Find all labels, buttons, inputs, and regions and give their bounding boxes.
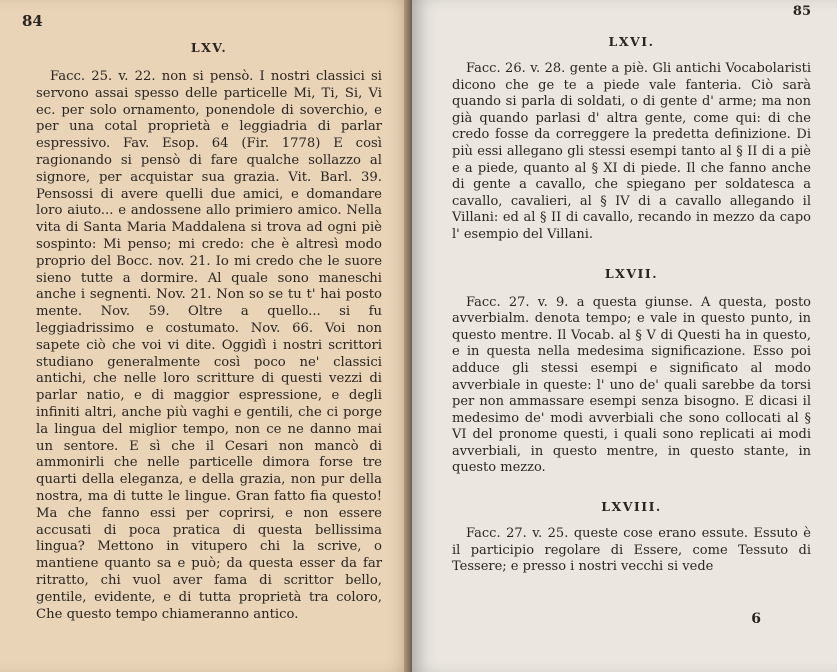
section-heading-lxvii: LXVII. (604, 265, 659, 281)
right-page (412, 0, 837, 672)
section-text-lxvii: Facc. 27. v. 9. a questa giunse. A questa, posto avverbialm. denota tempo; e vale in questo punto, in questo mentre. Il Vocab. al § V di Questi ha in questo, e in questa nella medesima significazione. Esso poi adduce gli stessi esempi e significato al modo avverbiale in queste: l' uno de' quali sarebbe da torsi per non ammassare esempi senza bisogno. E dicasi il medesimo de' modi avverbiali che sono collocati al § VI del pronome questi, i quali sono replicati ai modi avverbiali, in questo mentre, in questo stante, in questo mezzo. (452, 294, 811, 476)
section-heading-lxviii: LXVIII. (601, 499, 662, 515)
section-heading-lxv: LXV. (190, 40, 228, 55)
page-number-right: 85 (792, 4, 811, 19)
section-text-lxvi: Facc. 26. v. 28. gente a piè. Gli antichi Vocabolaristi dicono che ge te a piede vale fanteria. Ciò sarà quando si parla di soldati, o di gente d' arme; ma non già quando parlasi d' altra gente, come qui: di che credo fosse da correggere la predetta definizione. Di più essi allegano gli stessi esempi tanto al § II di a piè e a piede, quanto al § XI di piede. Il che fanno anche di gente a cavallo, che spiegano per soldatesca a cavallo, cavalieri, al § IV di a cavallo allegando il Villani: ed al § II di cavallo, recando in mezzo da capo l' esempio del Villani. (452, 61, 811, 242)
left-page (0, 0, 412, 672)
section-text-lxv: Facc. 25. v. 22. non si pensò. I nostri classici si servono assai spesso delle particelle Mi, Ti, Si, Vi ec. per solo ornamento, ponendole di soverchio, e per una cotal proprietà e leggiadria di parlar espressivo. Fav. Esop. 64 (Fir. 1778) E così ragionando si pensò di fare qualche sollazzo al signore, per acquistar sua grazia. Vit. Barl. 39. Pensossi di avere quelli due amici, e domandare loro aiuto... e andossene allo primiero amico. Nella vita di Santa Maria Maddalena si trova ad ogni piè sospinto: Mi penso; mi credo: che è altresì modo proprio del Bocc. nov. 21. Io mi credo che le suore sieno tutte a dormire. Al quale sono maneschi anche i segnenti. Nov. 21. Non so se tu t' hai posto mente. Nov. 59. Oltre a quello... si fu leggiadrissimo e costumato. Nov. 66. Voi non sapete ciò che voi vi dite. Oggidì i nostri scrittori studiano generalmente così poco ne' classici antichi, che nelle loro scritture di questi vezzi di parlar natio, e di maggior espressione, e degli infiniti altri, anche più vaghi e gentili, che ci porge la lingua del miglior tempo, non ce ne danno mai un sentore. E sì che il Cesari non mancò di ammonirli che nelle particelle dimora forse tre quarti della eleganza, e della grazia, non pur della nostra, ma di tutte le lingue. Gran fatto fia questo! Ma che fanno essi per coprirsi, e non essere accusati di poca pratica di questa bellissima lingua? Mettono in vitupero chi la scrive, o mantiene quanto sa e può; da questa esser da far ritratto, chi vuol aver fama di scrittor bello, gentile, evidente, e di tutta proprietà tra coloro, Che questo tempo chiameranno antico. (36, 69, 382, 622)
section-text-lxviii: Facc. 27. v. 25. queste cose erano essute. Essuto è il participio regolare di Essere, come Tessuto di Tessere; e presso i nostri vecchi si vede (452, 526, 811, 575)
signature-mark: 6 (751, 611, 761, 627)
section-heading-lxvi: LXVI. (608, 34, 655, 49)
page-number-left: 84 (22, 12, 43, 30)
